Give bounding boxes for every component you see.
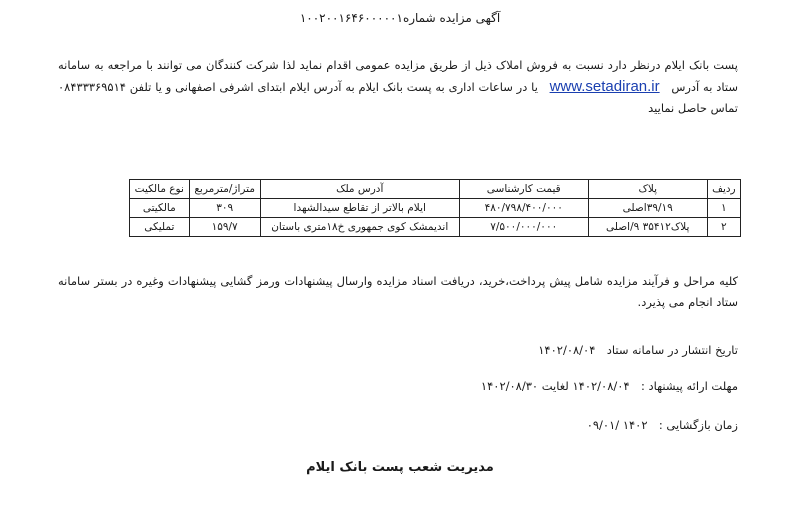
process-paragraph: کلیه مراحل و فرآیند مزایده شامل پیش پرداخت،خرید، دریافت اسناد مزایده وارسال پیشنهادات ورمز گشایی پیشنهادات وغیره در بستر سامانه ستاد انجام می پذیرد. (58, 274, 738, 309)
notice-title: آگهی مزایده شماره۱۰۰۲۰۰۱۶۴۶۰۰۰۰۰۱ (299, 11, 501, 25)
cell-ownership-type: تملیکی (130, 218, 190, 237)
deadline-value: ۱۴۰۲/۰۸/۰۴ لغایت ۱۴۰۲/۰۸/۳۰ (480, 379, 630, 393)
cell-property-address: ایلام بالاتر از تقاطع سیدالشهدا (260, 199, 459, 218)
table-header-row (130, 180, 741, 199)
properties-table (129, 179, 741, 237)
intro-text-end: یا در ساعات اداری به پست بانک ایلام به آدرس ایلام ابتدای اشرفی اصفهانی و یا تلفن ۰۸۴۳۳۳۶۹۵۱۴ تماس حاصل نمایید (58, 80, 738, 115)
publish-date-line (538, 343, 738, 357)
col-ownership-type: نوع مالکیت (130, 180, 190, 199)
col-property-address: آدرس ملک (260, 180, 459, 199)
publish-date-value: ۱۴۰۲/۰۸/۰۴ (538, 343, 596, 357)
cell-area: ۳۰۹ (189, 199, 260, 218)
cell-plaque: ۳۹/۱۹اصلی (588, 199, 707, 218)
cell-row-number: ۱ (707, 199, 740, 218)
publish-date-label: تاریخ انتشار در سامانه ستاد (606, 343, 738, 357)
deadline-line (481, 379, 738, 393)
col-area: متراژ/مترمربع (189, 180, 260, 199)
cell-appraised-price: ۴۸۰/۷۹۸/۴۰۰/۰۰۰ (459, 199, 588, 218)
opening-time-label: زمان بازگشایی : (658, 418, 738, 432)
deadline-label: مهلت ارائه پیشنهاد : (640, 379, 738, 393)
col-appraised-price: قیمت کارشناسی (459, 180, 588, 199)
cell-plaque: پلاک۳۵۴۱۲ ۹/اصلی (588, 218, 707, 237)
cell-appraised-price: ۷/۵۰۰/۰۰۰/۰۰۰ (459, 218, 588, 237)
table-row (130, 218, 741, 237)
intro-paragraph (58, 55, 738, 119)
col-row-number: ردیف (707, 180, 740, 199)
cell-row-number: ۲ (707, 218, 740, 237)
table-row (130, 199, 741, 218)
intro-text-start: پست بانک ایلام درنظر دارد نسبت به فروش املاک ذیل از طریق مزایده عمومی اقدام نماید لذا شرکت کنندگان می توانند با مراجعه به سامانه ستاد به آدرس (58, 58, 738, 94)
opening-time-value: ۱۴۰۲ /۰۹/۰۱ (586, 418, 648, 432)
cell-property-address: اندیمشک کوی جمهوری خ۱۸متری باستان (260, 218, 459, 237)
setad-website-link[interactable]: www.setadiran.ir (549, 78, 660, 95)
cell-area: ۱۵۹/۷ (189, 218, 260, 237)
opening-time-line (587, 418, 738, 432)
footer-signature: مدیریت شعب پست بانک ایلام (306, 460, 494, 475)
cell-ownership-type: مالکیتی (130, 199, 190, 218)
col-plaque: پلاک (588, 180, 707, 199)
